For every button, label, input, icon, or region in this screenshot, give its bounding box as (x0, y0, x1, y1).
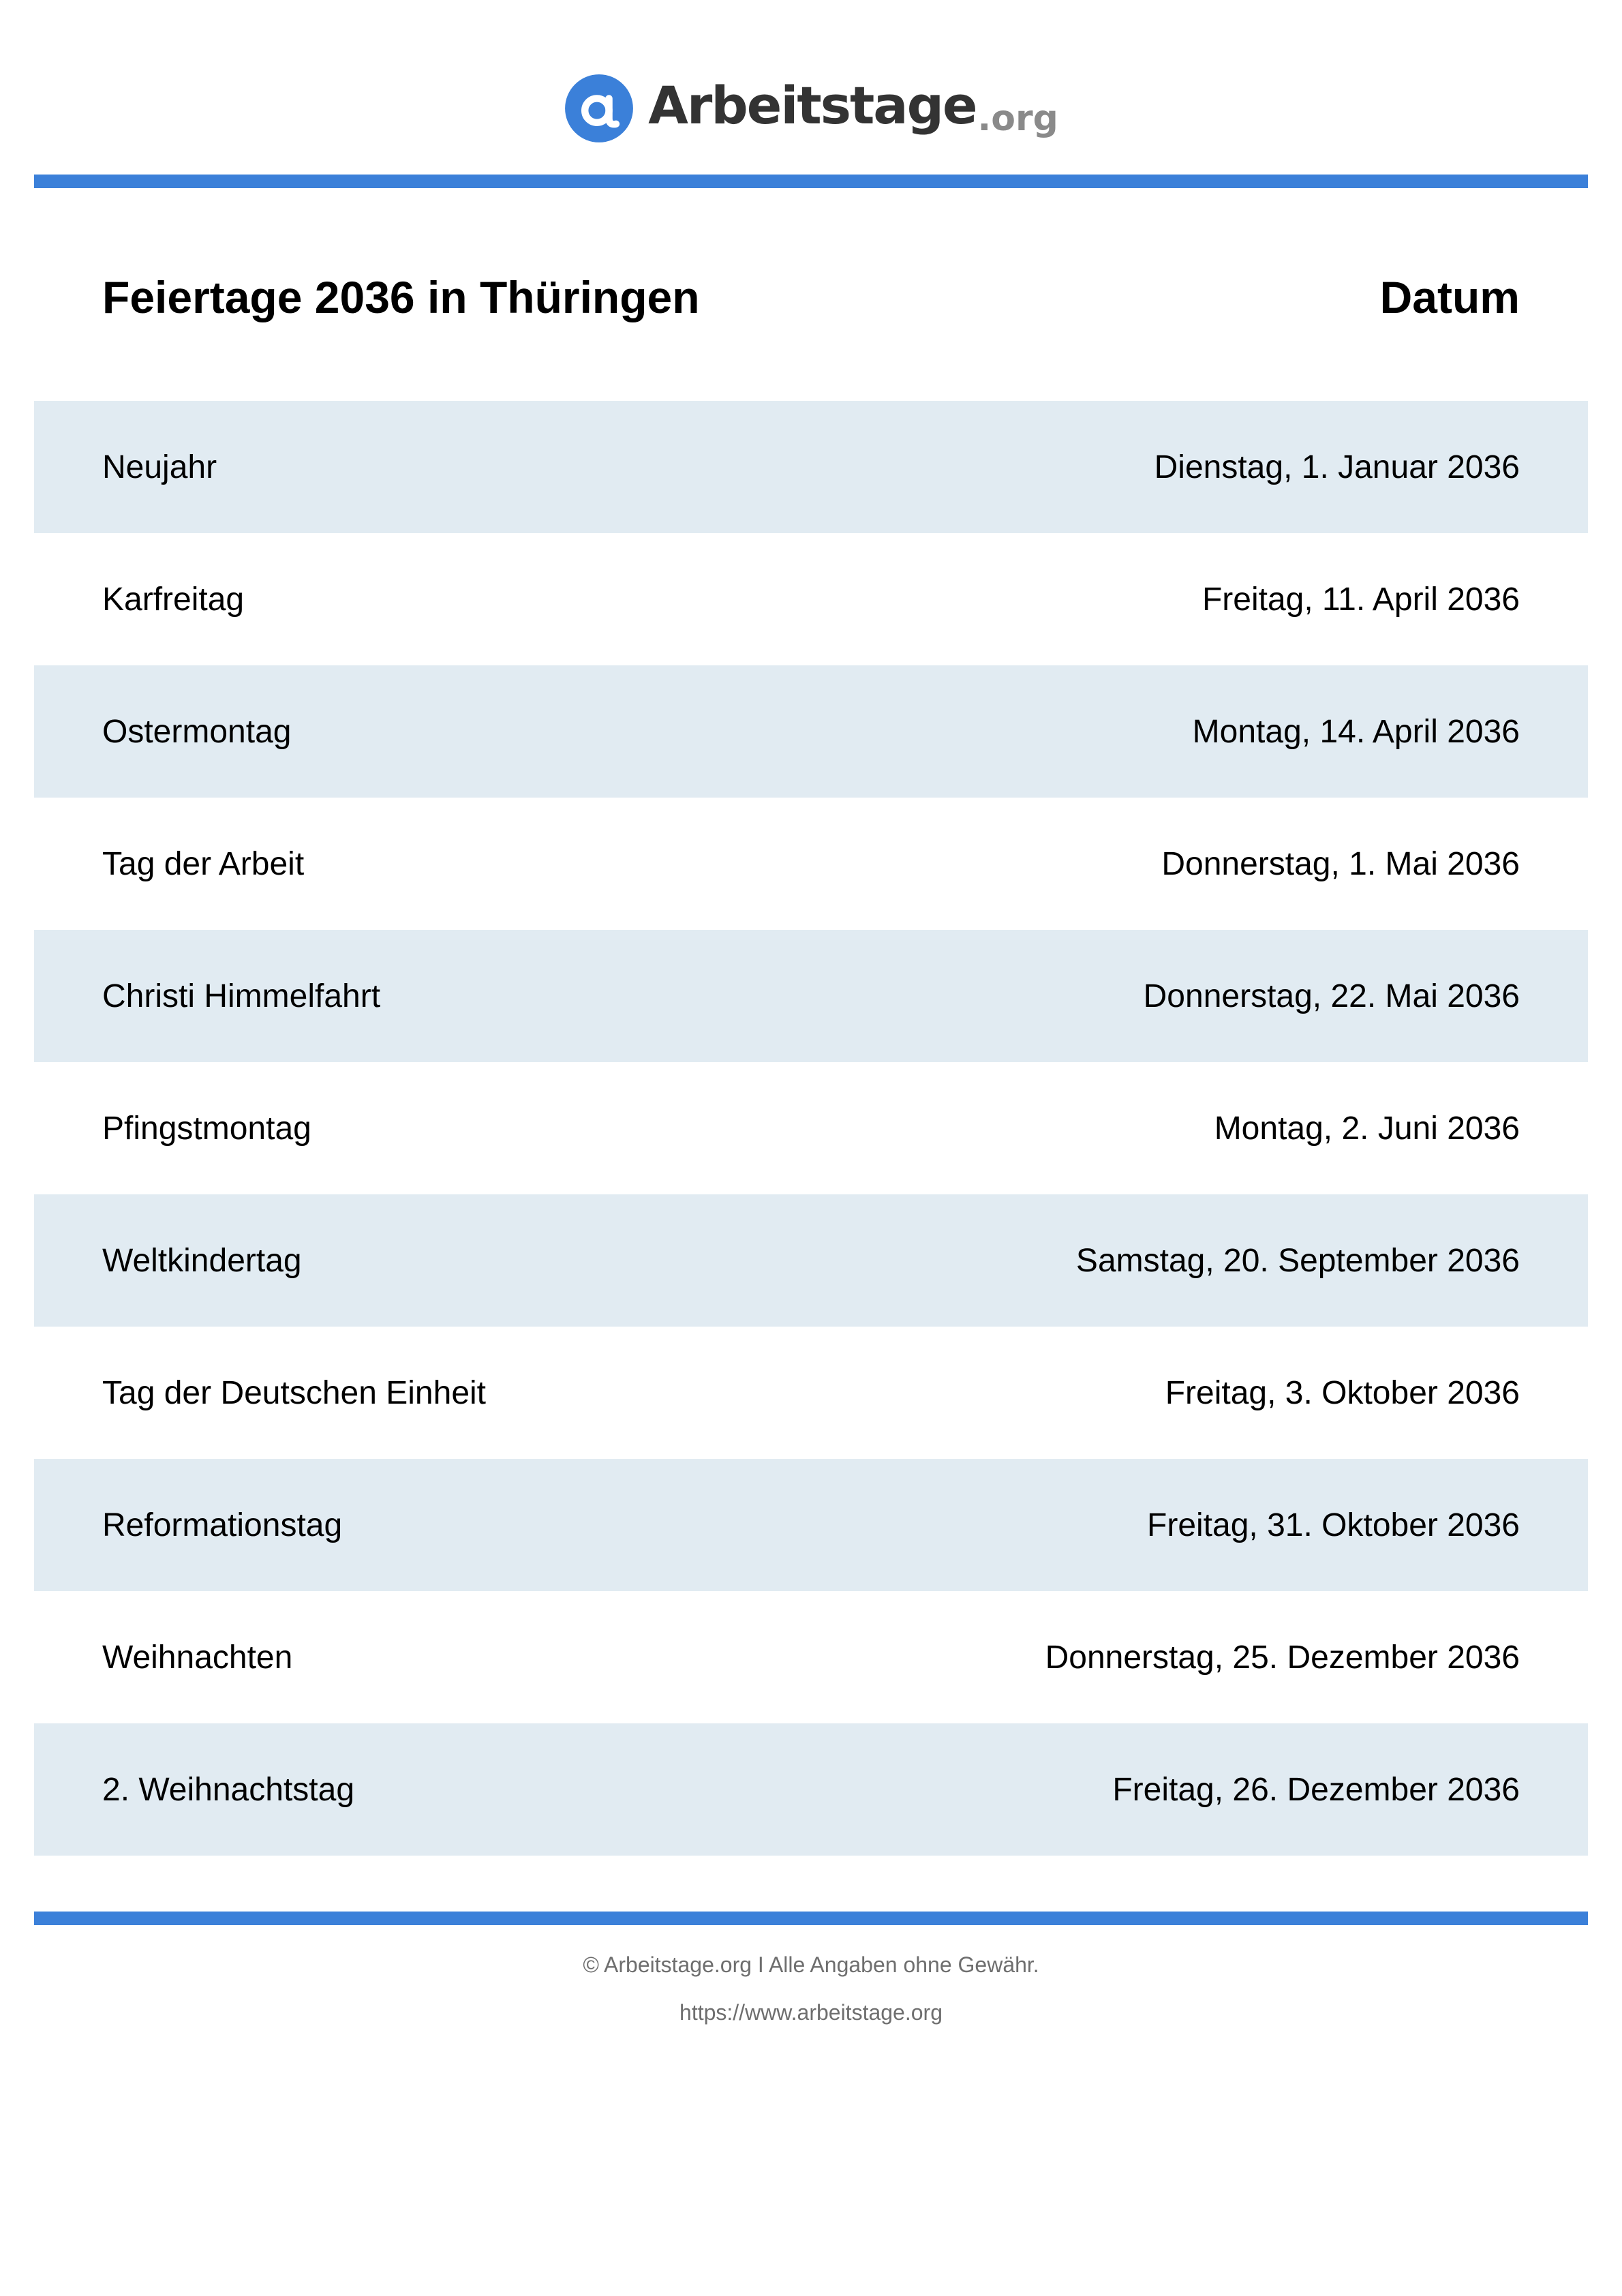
holiday-name: Ostermontag (102, 713, 292, 750)
logo-group (564, 73, 1058, 144)
holiday-name: Tag der Arbeit (102, 845, 305, 882)
footer-url-link[interactable]: https://www.arbeitstage.org (679, 2000, 943, 2025)
table-row (34, 1194, 1588, 1327)
holiday-date: Freitag, 11. April 2036 (1202, 581, 1520, 618)
table-row (34, 1591, 1588, 1723)
footer-copyright: © Arbeitstage.org I Alle Angaben ohne Gewähr. (583, 1952, 1039, 1977)
table-row (34, 1327, 1588, 1459)
table-row (34, 798, 1588, 930)
holiday-date: Freitag, 26. Dezember 2036 (1112, 1771, 1520, 1808)
holiday-date: Montag, 2. Juni 2036 (1214, 1110, 1520, 1147)
holiday-date: Dienstag, 1. Januar 2036 (1154, 449, 1520, 485)
at-sign-icon (564, 73, 634, 144)
holiday-name: Tag der Deutschen Einheit (102, 1374, 487, 1411)
holiday-name: 2. Weihnachtstag (102, 1771, 355, 1808)
holiday-name: Weihnachten (102, 1639, 293, 1676)
page-title: Feiertage 2036 in Thüringen (102, 272, 700, 322)
table-header (34, 259, 1588, 335)
holiday-name: Karfreitag (102, 581, 245, 618)
table-row (34, 930, 1588, 1062)
holiday-date: Montag, 14. April 2036 (1192, 713, 1520, 750)
header-divider (34, 175, 1588, 188)
footer-divider (34, 1912, 1588, 1925)
holiday-name: Christi Himmelfahrt (102, 978, 381, 1014)
table-row (34, 1062, 1588, 1194)
table-row (34, 1459, 1588, 1591)
holiday-name: Neujahr (102, 449, 217, 485)
column-header-date: Datum (1379, 272, 1520, 322)
table-row (34, 401, 1588, 533)
site-logo[interactable] (0, 71, 1622, 146)
holiday-table (34, 401, 1588, 1856)
holiday-name: Reformationstag (102, 1507, 343, 1543)
holiday-date: Freitag, 31. Oktober 2036 (1147, 1507, 1520, 1543)
holiday-date: Samstag, 20. September 2036 (1075, 1242, 1520, 1279)
holiday-date: Freitag, 3. Oktober 2036 (1165, 1374, 1520, 1411)
table-row (34, 665, 1588, 798)
table-row (34, 1723, 1588, 1856)
holiday-date: Donnerstag, 1. Mai 2036 (1161, 845, 1520, 882)
holiday-name: Weltkindertag (102, 1242, 302, 1279)
holiday-date: Donnerstag, 25. Dezember 2036 (1045, 1639, 1520, 1676)
logo-wordmark: Arbeitstage (648, 75, 977, 136)
logo-tld: .org (977, 98, 1058, 139)
holiday-date: Donnerstag, 22. Mai 2036 (1143, 978, 1520, 1014)
table-row (34, 533, 1588, 665)
holiday-name: Pfingstmontag (102, 1110, 311, 1147)
